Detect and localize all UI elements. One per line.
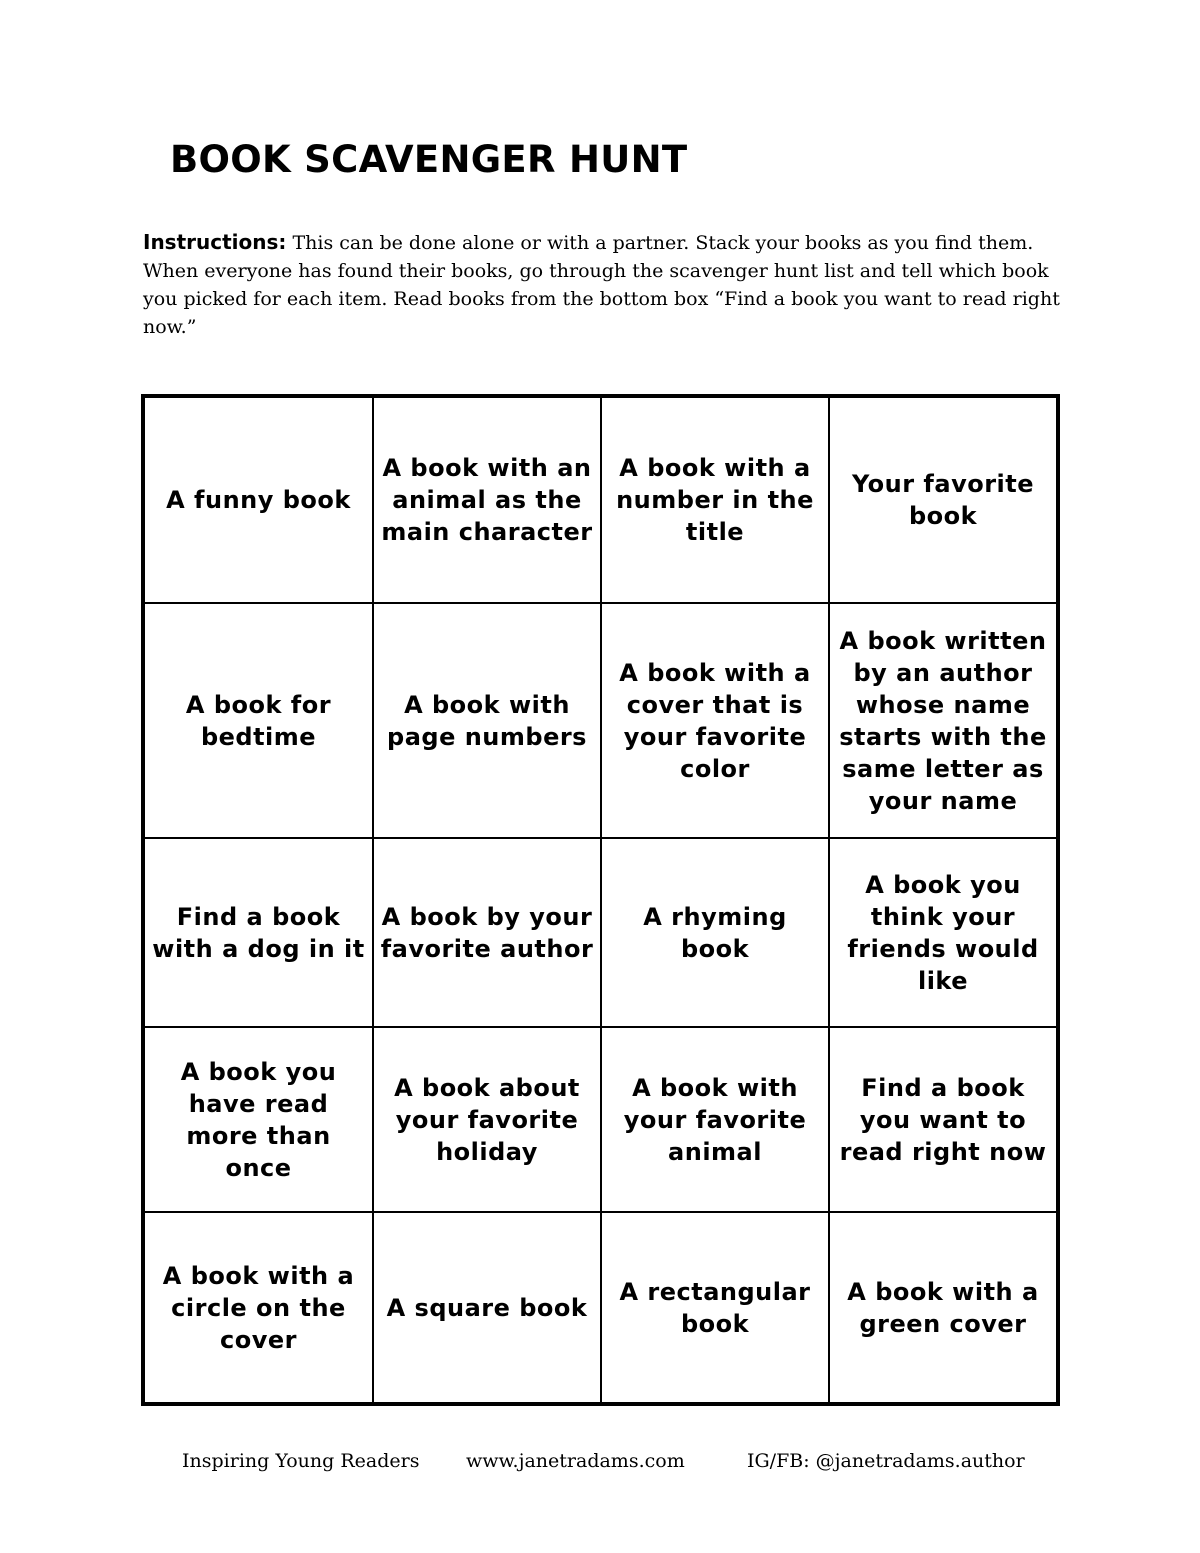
grid-cell bbox=[602, 1028, 830, 1213]
grid-cell-text: A rectangular book bbox=[619, 1278, 811, 1338]
grid-cell-text: Your favorite book bbox=[851, 470, 1035, 530]
grid-cell bbox=[602, 1213, 830, 1403]
grid-cell-text: Find a book with a dog in it bbox=[152, 902, 365, 963]
grid-cell-text: A book with a cover that is your favorite color bbox=[619, 658, 811, 783]
grid-cell bbox=[830, 604, 1056, 839]
grid-cell-text: Find a book you want to read right now bbox=[839, 1073, 1047, 1166]
instructions-label: Instructions: bbox=[143, 230, 287, 254]
grid-cell bbox=[602, 839, 830, 1028]
grid-cell bbox=[374, 1028, 602, 1213]
grid-cell bbox=[602, 604, 830, 839]
grid-cell-text: A book with your favorite animal bbox=[623, 1073, 807, 1166]
instructions-text: This can be done alone or with a partner. Stack your books as you find them. When everyone has found their books, go through the scavenger hunt list and tell which book you picked for each item. Read books from the bottom box “Find a book you want to read right now.” bbox=[143, 232, 1060, 338]
grid-cell-text: A book about your favorite holiday bbox=[394, 1073, 580, 1166]
grid-cell-text: A rhyming book bbox=[643, 902, 787, 963]
grid-cell bbox=[145, 398, 374, 604]
grid-cell bbox=[830, 839, 1056, 1028]
grid-cell-text: A book by your favorite author bbox=[380, 902, 594, 963]
footer-social: IG/FB: @janetradams.author bbox=[747, 1450, 1025, 1472]
grid-cell bbox=[374, 839, 602, 1028]
grid-cell bbox=[374, 604, 602, 839]
grid-cell bbox=[830, 1213, 1056, 1403]
grid-cell bbox=[830, 1028, 1056, 1213]
page-title: BOOK SCAVENGER HUNT bbox=[170, 138, 688, 181]
grid-cell-text: A book with a circle on the cover bbox=[162, 1262, 355, 1354]
grid-cell bbox=[374, 1213, 602, 1403]
grid-cell-text: A book for bedtime bbox=[185, 690, 332, 751]
grid-cell-text: A book you think your friends would like bbox=[847, 870, 1039, 995]
grid-cell bbox=[145, 1213, 374, 1403]
grid-cell-text: A book with a number in the title bbox=[616, 454, 814, 546]
instructions-paragraph bbox=[143, 228, 1063, 341]
page-footer bbox=[0, 1450, 1200, 1480]
footer-website: www.janetradams.com bbox=[466, 1450, 685, 1472]
grid-cell-text: A book with page numbers bbox=[387, 690, 587, 751]
grid-cell-text: A square book bbox=[386, 1294, 588, 1322]
grid-cell bbox=[145, 839, 374, 1028]
grid-cell-text: A book with a green cover bbox=[847, 1278, 1039, 1338]
grid-cell bbox=[145, 604, 374, 839]
grid-cell bbox=[374, 398, 602, 604]
grid-cell-text: A book written by an author whose name starts with the same letter as your name bbox=[839, 626, 1047, 815]
grid-cell-text: A book with an animal as the main character bbox=[381, 454, 593, 546]
footer-tagline: Inspiring Young Readers bbox=[182, 1450, 420, 1472]
scavenger-hunt-grid bbox=[141, 394, 1060, 1406]
grid-cell-text: A funny book bbox=[166, 486, 351, 514]
grid-cell bbox=[145, 1028, 374, 1213]
grid-cell bbox=[830, 398, 1056, 604]
grid-cell-text: A book you have read more than once bbox=[180, 1057, 337, 1182]
grid-cell bbox=[602, 398, 830, 604]
